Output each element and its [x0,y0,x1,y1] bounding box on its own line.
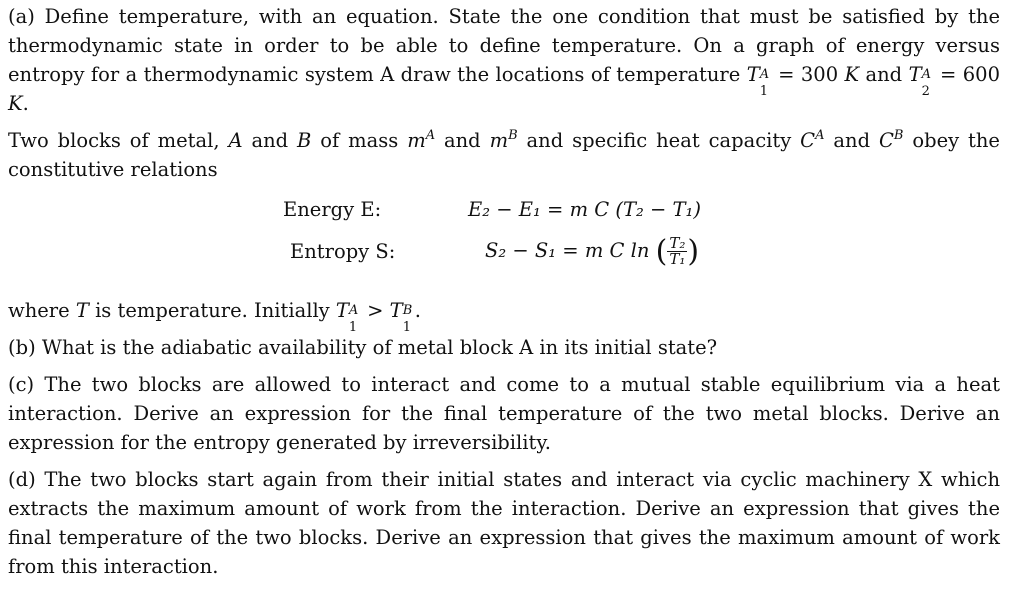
problem-document [8,2,1000,589]
part-a-paragraph: (a) Define temperature, with an equation. State the one condition that must be satisfied by the thermodynamic state in order to be able to define temperature. On a graph of energy versus entropy for a thermodynamic system A draw the locations of temperature T A 1 = 300 K and T A 2 = 600 K. [8,5,1000,115]
part-c-paragraph: (c) The two blocks are allowed to interact and come to a mutual stable equilibrium via a heat interaction. Derive an expression for the final temperature of the two metal blocks. Derive an expression for the entropy generated by irreversibility. [8,373,1000,454]
energy-equation: E₂ − E₁ = m C (T₂ − T₁) [468,198,701,221]
part-b-paragraph: (b) What is the adiabatic availability of metal block A in its initial state? [8,336,718,359]
part-a-text: (a) Define temperature, with an equation. State the one condition that must be satisfied by the thermodynamic state in order to be able to define temperature. On a graph of energy versus entropy for a thermodynamic system A draw the locations of temperature [8,5,1000,86]
entropy-equation: S₂ − S₁ = m C ln ( $\frac{\text{T₂}}{\text{T₁}}$ ) [485,234,700,269]
where-paragraph: where T is temperature. Initially T A 1 > T B 1 . [8,299,421,335]
part-d-paragraph: (d) The two blocks start again from their initial states and interact via cyclic machinery X which extracts the maximum amount of work from the interaction. Derive an expression that gives the final temperature of the two blocks. Derive an expression that gives the maximum amount of work from this interaction. [8,468,1000,578]
t1-symbol: T [746,63,760,86]
intro-paragraph: Two blocks of metal, A and B of mass $m^A$ and $m^B$ and specific heat capacity $C^A$ and $C^B$ obey the constitutive relations [8,128,1000,181]
constitutive-relations [8,192,1000,288]
energy-label: Energy E: [283,198,382,221]
temperature-ratio: $\frac{\text{T₂}}{\text{T₁}}$ [669,234,686,268]
t2-symbol: T [908,63,922,86]
entropy-label: Entropy S: [290,240,396,263]
